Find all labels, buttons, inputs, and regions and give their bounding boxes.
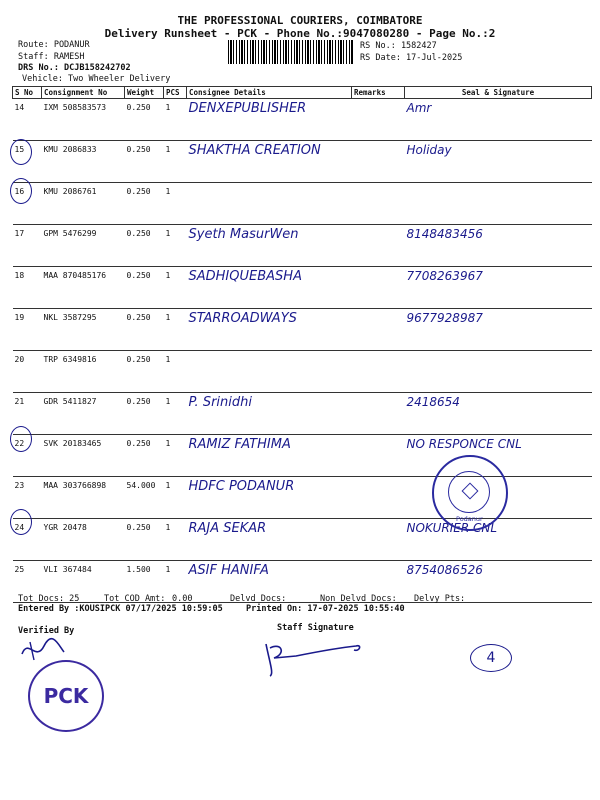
cell-consignment: IXM 508583573 bbox=[42, 99, 125, 141]
col-consignment: Consignment No bbox=[42, 87, 125, 99]
cell-consignee: ASIF HANIFA bbox=[187, 561, 352, 603]
cell-signature: 8754086526 bbox=[405, 561, 592, 603]
row-24-circle bbox=[10, 509, 32, 535]
cell-consignee: P. Srinidhi bbox=[187, 393, 352, 435]
col-pcs: PCS bbox=[164, 87, 187, 99]
cell-weight: 0.250 bbox=[125, 519, 164, 561]
tot-cod-value: 0.00 bbox=[172, 594, 193, 604]
table-row bbox=[13, 141, 592, 183]
cell-remarks bbox=[352, 351, 405, 393]
delvy-pts: Delvy Pts: bbox=[414, 594, 466, 604]
table-row bbox=[13, 183, 592, 225]
cell-pcs: 1 bbox=[164, 477, 187, 519]
cell-weight: 0.250 bbox=[125, 267, 164, 309]
cell-weight: 0.250 bbox=[125, 435, 164, 477]
cell-remarks bbox=[352, 477, 405, 519]
cell-sno: 24 bbox=[13, 519, 42, 561]
cell-consignee: RAJA SEKAR bbox=[187, 519, 352, 561]
cell-weight: 0.250 bbox=[125, 141, 164, 183]
cell-pcs: 1 bbox=[164, 393, 187, 435]
cell-consignment: SVK 20183465 bbox=[42, 435, 125, 477]
cell-signature: 8148483456 bbox=[405, 225, 592, 267]
tot-docs: Tot Docs: 25 bbox=[18, 594, 80, 604]
rs-date: RS Date: 17-Jul-2025 bbox=[360, 53, 463, 63]
cell-remarks bbox=[352, 393, 405, 435]
cell-sno: 22 bbox=[13, 435, 42, 477]
row-16-circle bbox=[10, 178, 32, 204]
cell-consignee: STARROADWAYS bbox=[187, 309, 352, 351]
runsheet-table bbox=[12, 86, 592, 603]
staff-label: Staff: RAMESH bbox=[18, 52, 85, 62]
cell-weight: 1.500 bbox=[125, 561, 164, 603]
runsheet-subtitle: Delivery Runsheet - PCK - Phone No.:9047080280 - Page No.:2 bbox=[104, 27, 496, 40]
table-row bbox=[13, 99, 592, 141]
entered-by: Entered By :KOUSIPCK 07/17/2025 10:59:05 bbox=[18, 604, 223, 614]
cell-consignee: RAMIZ FATHIMA bbox=[187, 435, 352, 477]
cell-remarks bbox=[352, 141, 405, 183]
cell-sno: 18 bbox=[13, 267, 42, 309]
cell-weight: 0.250 bbox=[125, 99, 164, 141]
table-row bbox=[13, 267, 592, 309]
cell-signature bbox=[405, 183, 592, 225]
cell-consignment: MAA 303766898 bbox=[42, 477, 125, 519]
cell-weight: 54.000 bbox=[125, 477, 164, 519]
table-row bbox=[13, 309, 592, 351]
table-row bbox=[13, 519, 592, 561]
cell-signature: 2418654 bbox=[405, 393, 592, 435]
cell-pcs: 1 bbox=[164, 141, 187, 183]
cell-signature: Holiday bbox=[405, 141, 592, 183]
cell-sno: 17 bbox=[13, 225, 42, 267]
cell-remarks bbox=[352, 225, 405, 267]
cell-sno: 20 bbox=[13, 351, 42, 393]
cell-sno: 14 bbox=[13, 99, 42, 141]
cell-weight: 0.250 bbox=[125, 309, 164, 351]
table-row bbox=[13, 393, 592, 435]
cell-consignee bbox=[187, 351, 352, 393]
cell-signature: 7708263967 bbox=[405, 267, 592, 309]
cell-consignee: DENXEPUBLISHER bbox=[187, 99, 352, 141]
cell-pcs: 1 bbox=[164, 561, 187, 603]
cell-sno: 21 bbox=[13, 393, 42, 435]
cell-consignee: HDFC PODANUR bbox=[187, 477, 352, 519]
company-title: THE PROFESSIONAL COURIERS, COIMBATORE bbox=[177, 14, 423, 27]
cell-remarks bbox=[352, 519, 405, 561]
row-22-circle bbox=[10, 426, 32, 452]
printed-on: Printed On: 17-07-2025 10:55:40 bbox=[246, 604, 405, 614]
cell-consignment: KMU 2086833 bbox=[42, 141, 125, 183]
col-consignee: Consignee Details bbox=[187, 87, 352, 99]
drs-label: DRS No.: DCJB158242702 bbox=[18, 63, 131, 73]
cell-consignee: SADHIQUEBASHA bbox=[187, 267, 352, 309]
cell-remarks bbox=[352, 267, 405, 309]
cell-consignee: Syeth MasurWen bbox=[187, 225, 352, 267]
cell-remarks bbox=[352, 309, 405, 351]
cell-consignment: TRP 6349816 bbox=[42, 351, 125, 393]
table-row bbox=[13, 435, 592, 477]
tot-cod: Tot COD Amt: bbox=[104, 594, 166, 604]
cell-signature bbox=[405, 351, 592, 393]
col-weight: Weight bbox=[125, 87, 164, 99]
cell-remarks bbox=[352, 99, 405, 141]
cell-signature: 9677928987 bbox=[405, 309, 592, 351]
cell-sno: 19 bbox=[13, 309, 42, 351]
cell-sno: 15 bbox=[13, 141, 42, 183]
staff-signature-label: Staff Signature bbox=[277, 623, 354, 633]
cell-remarks bbox=[352, 183, 405, 225]
route-label: Route: PODANUR bbox=[18, 40, 90, 50]
verified-by-label: Verified By bbox=[18, 626, 75, 636]
cell-consignee bbox=[187, 183, 352, 225]
cell-pcs: 1 bbox=[164, 183, 187, 225]
cell-remarks bbox=[352, 435, 405, 477]
staff-signature-scribble bbox=[256, 634, 376, 678]
cell-weight: 0.250 bbox=[125, 351, 164, 393]
cell-signature: Amr bbox=[405, 99, 592, 141]
vehicle-label: Vehicle: Two Wheeler Delivery bbox=[22, 74, 171, 84]
barcode bbox=[228, 40, 353, 64]
cell-signature: NO RESPONCE CNL bbox=[405, 435, 592, 477]
table-header-row bbox=[13, 87, 592, 99]
cell-pcs: 1 bbox=[164, 309, 187, 351]
delvd-docs: Delvd Docs: bbox=[230, 594, 287, 604]
cell-weight: 0.250 bbox=[125, 393, 164, 435]
cell-signature: NOKURIER CNL bbox=[405, 519, 592, 561]
cell-consignment: KMU 2086761 bbox=[42, 183, 125, 225]
col-sno: S No bbox=[13, 87, 42, 99]
cell-consignment: VLI 367484 bbox=[42, 561, 125, 603]
table-row bbox=[13, 561, 592, 603]
cell-weight: 0.250 bbox=[125, 183, 164, 225]
cell-pcs: 1 bbox=[164, 435, 187, 477]
non-delvd-docs: Non Delvd Docs: bbox=[320, 594, 397, 604]
cell-consignment: YGR 20478 bbox=[42, 519, 125, 561]
round-seal-stamp: Podanur bbox=[432, 455, 508, 531]
row-15-circle bbox=[10, 139, 32, 165]
cell-pcs: 1 bbox=[164, 351, 187, 393]
table-row bbox=[13, 351, 592, 393]
col-signature: Seal & Signature bbox=[405, 87, 592, 99]
cell-sno: 16 bbox=[13, 183, 42, 225]
cell-consignee: SHAKTHA CREATION bbox=[187, 141, 352, 183]
cell-sno: 23 bbox=[13, 477, 42, 519]
table-row bbox=[13, 225, 592, 267]
cell-consignment: NKL 3587295 bbox=[42, 309, 125, 351]
col-remarks: Remarks bbox=[352, 87, 405, 99]
cell-weight: 0.250 bbox=[125, 225, 164, 267]
cell-sno: 25 bbox=[13, 561, 42, 603]
cell-pcs: 1 bbox=[164, 225, 187, 267]
rs-number: RS No.: 1582427 bbox=[360, 41, 437, 51]
cell-consignment: GPM 5476299 bbox=[42, 225, 125, 267]
page-mark-circle: 4 bbox=[470, 644, 512, 672]
cell-consignment: MAA 870485176 bbox=[42, 267, 125, 309]
cell-pcs: 1 bbox=[164, 519, 187, 561]
pck-stamp: PCK bbox=[28, 660, 104, 732]
cell-pcs: 1 bbox=[164, 267, 187, 309]
cell-consignment: GDR 5411827 bbox=[42, 393, 125, 435]
cell-pcs: 1 bbox=[164, 99, 187, 141]
